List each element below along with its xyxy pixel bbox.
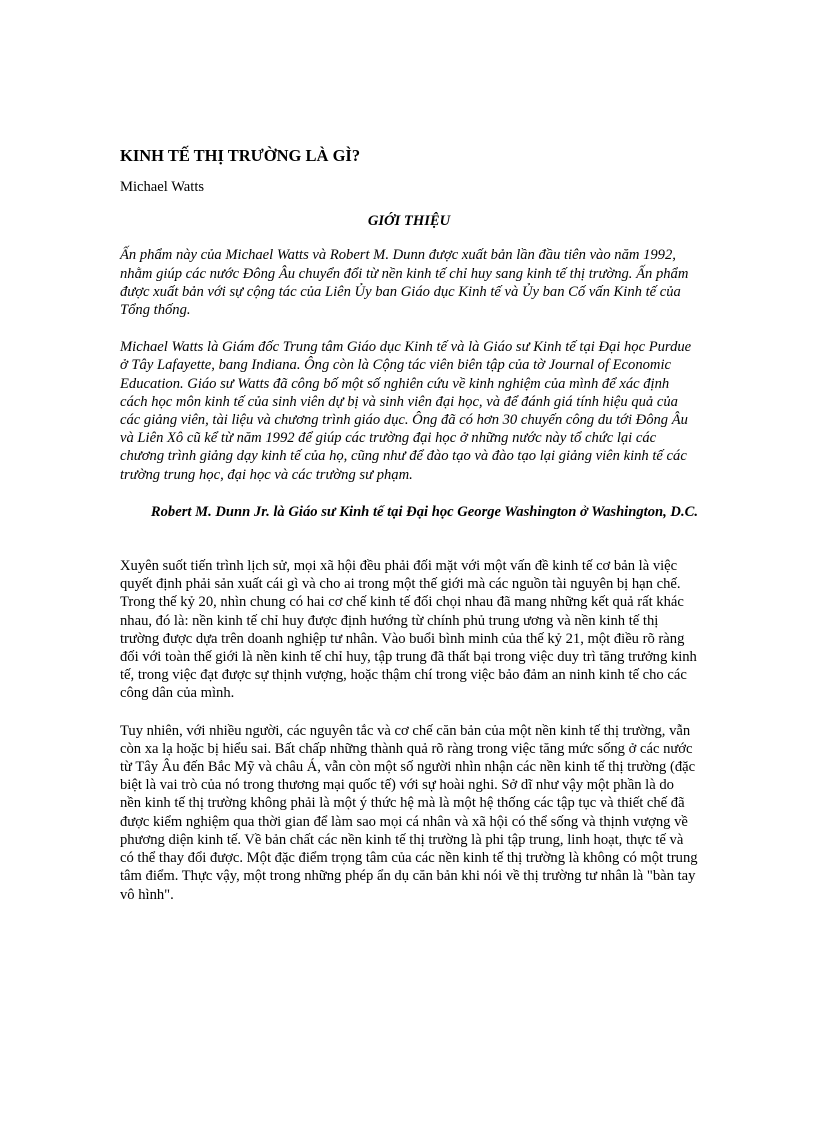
intro-paragraph: Ấn phẩm này của Michael Watts và Robert M. Dunn được xuất bản lần đầu tiên vào năm 1992, nhằm giúp các nước Đông Âu chuyển đổi từ nền kinh tế chỉ huy sang kinh tế thị trường. Ấn phẩm được xuất bản với sự cộng tác của Liên Ủy ban Giáo dục Kinh tế và Ủy ban Cố vấn Kinh tế của Tổng thống. — [120, 247, 689, 319]
author-name: Michael Watts — [120, 179, 205, 195]
intro-paragraph: Michael Watts là Giám đốc Trung tâm Giáo dục Kinh tế và là Giáo sư Kinh tế tại Đại học Purdue ở Tây Lafayette, bang Indiana. Ông còn là Cộng tác viên biên tập của tờ Journal of Economic Education. Giáo sư Watts đã công bố một số nghiên cứu về kinh nghiệm của mình để xác định cách học môn kinh tế của sinh viên dự bị và sinh viên đại học, và để đánh giá tính hiệu quả của các giảng viên, tài liệu và chương trình giáo dục. Ông đã có hơn 30 chuyến công du tới Đông Âu và Liên Xô cũ kể từ năm 1992 để giúp các trường đại học ở những nước này tổ chức lại các chương trình giảng dạy kinh tế của họ, cũng như để đào tạo và đào tạo lại giảng viên kinh tế các trường trung học, đại học và các trường sư phạm. — [120, 339, 692, 483]
document-page — [120, 146, 698, 923]
body-paragraph: Xuyên suốt tiến trình lịch sử, mọi xã hội đều phải đối mặt với một vấn đề kinh tế cơ bản là việc quyết định phải sản xuất cái gì và cho ai trong một thế giới mà các nguồn tài nguyên bị hạn chế. Trong thế kỷ 20, nhìn chung có hai cơ chế kinh tế đối chọi nhau đã mang những kết quả rất khác nhau, đó là: nền kinh tế chỉ huy được định hướng từ chính phủ trung ương và nền kinh tế thị trường được dựa trên doanh nghiệp tư nhân. Vào buổi bình minh của thế kỷ 21, một điều rõ ràng đối với toàn thế giới là nền kinh tế chỉ huy, tập trung đã thất bại trong việc duy trì tăng trưởng kinh tế, trong việc đạt được sự thịnh vượng, hoặc thậm chí trong việc bảo đảm an ninh kinh tế cho các công dân của mình. — [120, 558, 697, 702]
credit-line: Robert M. Dunn Jr. là Giáo sư Kinh tế tại Đại học George Washington ở Washington, D.C. — [150, 503, 698, 520]
section-heading: GIỚI THIỆU — [367, 213, 451, 230]
document-title: KINH TẾ THỊ TRƯỜNG LÀ GÌ? — [120, 146, 361, 165]
body-paragraph: Tuy nhiên, với nhiều người, các nguyên tắc và cơ chế căn bản của một nền kinh tế thị trường, vẫn còn xa lạ hoặc bị hiểu sai. Bất chấp những thành quả rõ ràng trong việc tăng mức sống ở các nước từ Tây Âu đến Bắc Mỹ và châu Á, vẫn còn một số người nhìn nhận các nền kinh tế thị trường (đặc biệt là vai trò của nó trong thương mại quốc tế) với sự hoài nghi. Sở dĩ như vậy một phần là do nền kinh tế thị trường không phải là một ý thức hệ mà là một hệ thống các tập tục và thiết chế đã được kiểm nghiệm qua thời gian để làm sao mọi cá nhân và xã hội có thể sống và thịnh vượng về phương diện kinh tế. Về bản chất các nền kinh tế thị trường là phi tập trung, linh hoạt, thực tế và có thể thay đổi được. Một đặc điểm trọng tâm của các nền kinh tế thị trường là không có một trung tâm điểm. Thực vậy, một trong những phép ẩn dụ căn bản khi nói về thị trường tư nhân là "bàn tay vô hình". — [120, 722, 698, 903]
